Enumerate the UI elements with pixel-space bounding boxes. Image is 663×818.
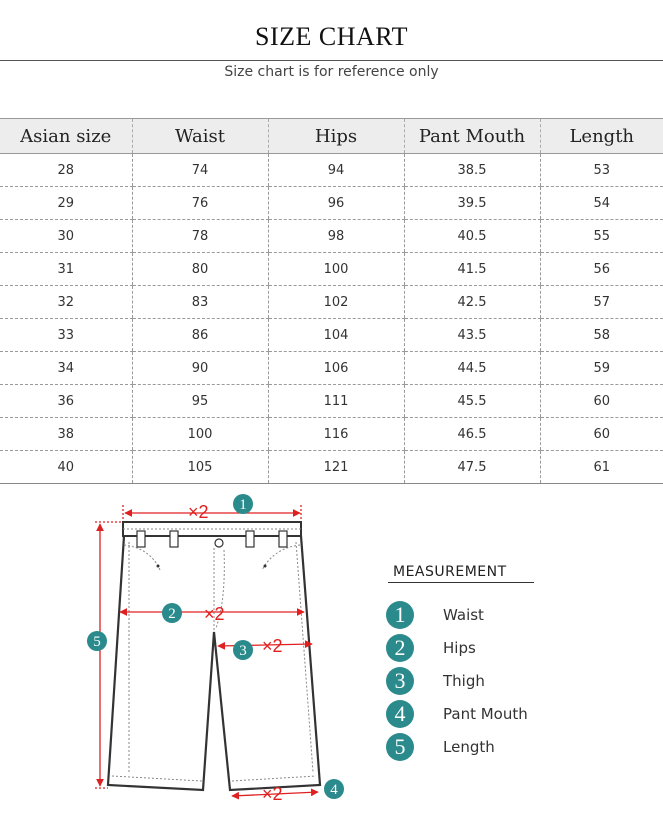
table-cell: 95 <box>132 385 268 418</box>
table-cell: 44.5 <box>404 352 540 385</box>
legend-label: Waist <box>443 606 484 624</box>
legend-number-badge: 1 <box>386 601 414 629</box>
table-cell: 105 <box>132 451 268 484</box>
table-cell: 34 <box>0 352 132 385</box>
title-divider <box>0 60 663 61</box>
table-cell: 96 <box>268 187 404 220</box>
legend-item-waist <box>386 601 646 631</box>
table-header-row <box>0 119 663 154</box>
table-cell: 40 <box>0 451 132 484</box>
table-cell: 60 <box>540 385 663 418</box>
column-header: Length <box>540 119 663 154</box>
legend-number-badge: 4 <box>386 700 414 728</box>
legend-label: Length <box>443 738 495 756</box>
table-cell: 83 <box>132 286 268 319</box>
table-row <box>0 319 663 352</box>
page-subtitle: Size chart is for reference only <box>224 64 439 80</box>
button <box>215 539 223 547</box>
table-cell: 32 <box>0 286 132 319</box>
shorts-details <box>112 529 316 781</box>
legend-label: Thigh <box>443 672 485 690</box>
table-cell: 53 <box>540 154 663 187</box>
table-row <box>0 451 663 484</box>
badge-pant-mouth <box>324 779 344 799</box>
table-cell: 54 <box>540 187 663 220</box>
table-cell: 90 <box>132 352 268 385</box>
table-cell: 121 <box>268 451 404 484</box>
size-table <box>0 118 663 484</box>
legend-number-badge: 3 <box>386 667 414 695</box>
table-cell: 116 <box>268 418 404 451</box>
column-header: Pant Mouth <box>404 119 540 154</box>
table-cell: 29 <box>0 187 132 220</box>
table-cell: 111 <box>268 385 404 418</box>
table-cell: 60 <box>540 418 663 451</box>
svg-text:3: 3 <box>239 643 247 659</box>
legend-title-underline <box>388 582 534 583</box>
thigh-multiplier: ×2 <box>262 636 283 656</box>
table-cell: 33 <box>0 319 132 352</box>
table-cell: 38.5 <box>404 154 540 187</box>
table-row <box>0 352 663 385</box>
table-cell: 104 <box>268 319 404 352</box>
table-cell: 46.5 <box>404 418 540 451</box>
table-cell: 43.5 <box>404 319 540 352</box>
badge-thigh <box>233 640 253 660</box>
table-cell: 45.5 <box>404 385 540 418</box>
table-row <box>0 418 663 451</box>
column-header: Hips <box>268 119 404 154</box>
legend-label: Pant Mouth <box>443 705 528 723</box>
table-cell: 94 <box>268 154 404 187</box>
legend-item-thigh <box>386 667 646 697</box>
table-row <box>0 286 663 319</box>
shorts-body <box>108 536 320 790</box>
table-row <box>0 187 663 220</box>
table-cell: 58 <box>540 319 663 352</box>
shorts-measurement-diagram <box>0 488 360 818</box>
table-cell: 47.5 <box>404 451 540 484</box>
legend-label: Hips <box>443 639 476 657</box>
table-cell: 31 <box>0 253 132 286</box>
svg-text:4: 4 <box>330 782 338 798</box>
table-cell: 61 <box>540 451 663 484</box>
table-cell: 30 <box>0 220 132 253</box>
table-row <box>0 253 663 286</box>
badge-length <box>87 631 107 651</box>
table-cell: 78 <box>132 220 268 253</box>
page-title: SIZE CHART <box>255 22 408 51</box>
table-cell: 80 <box>132 253 268 286</box>
table-cell: 57 <box>540 286 663 319</box>
table-row <box>0 154 663 187</box>
table-cell: 100 <box>132 418 268 451</box>
table-cell: 56 <box>540 253 663 286</box>
table-cell: 28 <box>0 154 132 187</box>
table-cell: 76 <box>132 187 268 220</box>
svg-text:2: 2 <box>168 606 176 622</box>
svg-text:5: 5 <box>93 634 101 650</box>
table-cell: 42.5 <box>404 286 540 319</box>
legend-item-hips <box>386 634 646 664</box>
column-header: Asian size <box>0 119 132 154</box>
hips-multiplier: ×2 <box>204 604 225 624</box>
table-cell: 86 <box>132 319 268 352</box>
table-cell: 100 <box>268 253 404 286</box>
table-cell: 55 <box>540 220 663 253</box>
badge-waist <box>233 494 253 514</box>
column-header: Waist <box>132 119 268 154</box>
table-cell: 39.5 <box>404 187 540 220</box>
legend-number-badge: 5 <box>386 733 414 761</box>
legend-title: MEASUREMENT <box>393 564 507 580</box>
table-cell: 98 <box>268 220 404 253</box>
svg-text:1: 1 <box>239 497 247 513</box>
table-row <box>0 220 663 253</box>
shorts-drawing <box>108 522 320 790</box>
table-cell: 102 <box>268 286 404 319</box>
table-cell: 38 <box>0 418 132 451</box>
badge-hips <box>162 603 182 623</box>
legend-number-badge: 2 <box>386 634 414 662</box>
table-cell: 41.5 <box>404 253 540 286</box>
table-cell: 36 <box>0 385 132 418</box>
legend-item-length <box>386 733 646 763</box>
table-cell: 59 <box>540 352 663 385</box>
waist-multiplier: ×2 <box>188 502 209 522</box>
legend-item-pant-mouth <box>386 700 646 730</box>
pocket-rivets <box>157 565 267 568</box>
table-cell: 40.5 <box>404 220 540 253</box>
table-row <box>0 385 663 418</box>
table-cell: 74 <box>132 154 268 187</box>
pant-mouth-multiplier: ×2 <box>262 784 283 804</box>
table-cell: 106 <box>268 352 404 385</box>
